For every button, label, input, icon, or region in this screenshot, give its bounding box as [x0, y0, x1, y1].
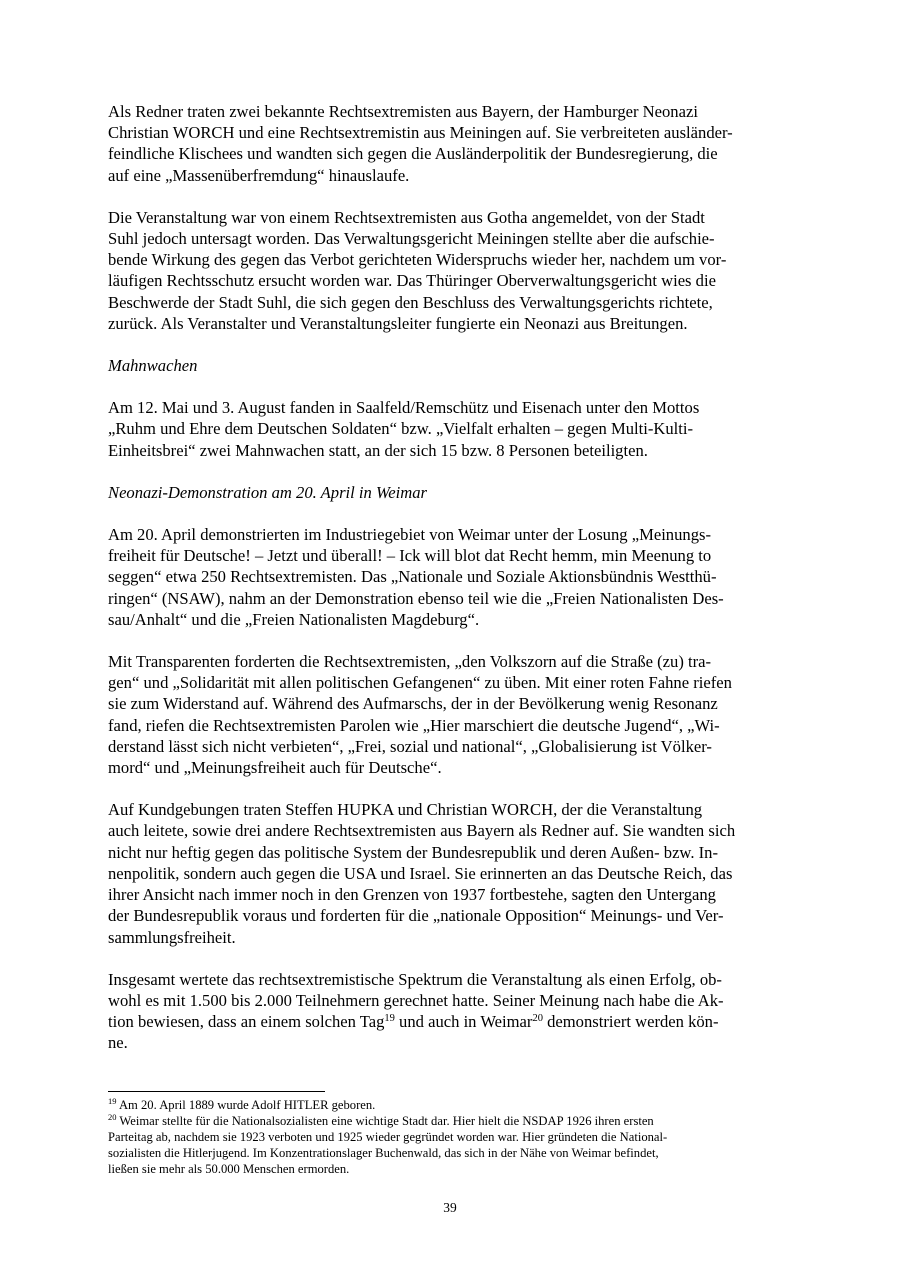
footnote-20: [108, 1113, 794, 1177]
footnote-ref-19[interactable]: 19: [384, 1013, 395, 1025]
footnote-text: Weimar stellte für die Nationalsozialisten eine wichtige Stadt dar. Hier hielt die NSDAP 1926 ihren ersten Parteitag ab, nachdem sie 1923 verboten und 1925 wieder gegründet worden war. Hier gründeten die National- sozialisten die Hitlerjugend. Im Konzentrationslager Buchenwald, das sich in der Nähe von Weimar befindet, ließen sie mehr als 50.000 Menschen ermorden.: [108, 1114, 668, 1176]
footnote-number: 20: [108, 1112, 117, 1122]
footnote-text: Am 20. April 1889 wurde Adolf HITLER geboren.: [116, 1098, 376, 1112]
footnote-separator: [108, 1091, 325, 1092]
paragraph-transparents: Mit Transparenten forderten die Rechtsextremisten, „den Volkszorn auf die Straße (zu) tra- gen“ und „Solidarität mit allen politischen Gefangenen“ zu üben. Mit einer roten Fahne riefen sie zum Widerstand auf. Während des Aufmarschs, der in der Bevölkerung wenig Resonanz fand, riefen die Rechtsextremisten Parolen wie „Hier marschiert die deutsche Jugend“, „Wi- derstand lässt sich nicht verbieten“, „Frei, sozial und national“, „Globalisierung ist Völker- mord“ und „Meinungsfreiheit auch für Deutsche“.: [108, 652, 732, 778]
footnote-number: 19: [108, 1096, 117, 1106]
paragraph-registration: Die Veranstaltung war von einem Rechtsextremisten aus Gotha angemeldet, von der Stadt Suhl jedoch untersagt worden. Das Verwaltungsgericht Meiningen stellte aber die aufschie- bende Wirkung des gegen das Verbot gerichteten Widerspruchs wieder her, nachdem um vor- läufigen Rechtsschutz ersucht worden war. Das Thüringer Oberverwaltungsgericht wies die Beschwerde der Stadt Suhl, die sich gegen den Beschluss des Verwaltungsgerichts richtete, zurück. Als Veranstalter und Veranstaltungsleiter fungierte ein Neonazi aus Breitungen.: [108, 207, 727, 333]
footnotes: [108, 1097, 794, 1177]
section-heading-weimar: Neonazi-Demonstration am 20. April in Weimar: [108, 482, 427, 502]
footnote-19: [108, 1097, 794, 1113]
assessment-text-b: und auch in Weimar: [394, 1012, 533, 1032]
page-number: 39: [443, 1200, 457, 1215]
paragraph-speakers: Als Redner traten zwei bekannte Rechtsextremisten aus Bayern, der Hamburger Neonazi Christian WORCH und eine Rechtsextremistin aus Meiningen auf. Sie verbreiteten ausländer- feindliche Klischees und wandten sich gegen die Ausländerpolitik der Bundesregierung, die auf eine „Massenüberfremdung“ hinauslaufe.: [108, 102, 733, 185]
assessment-text-a: Insgesamt wertete das rechtsextremistische Spektrum die Veranstaltung als einen Erfolg, ob- wohl es mit 1.500 bis 2.000 Teilnehmern gerechnet hatte. Seiner Meinung nach habe die Ak- tion bewiesen, dass an einem solchen Tag: [108, 969, 724, 1032]
assessment-text-c: demonstriert werden kön- ne.: [108, 1012, 719, 1053]
paragraph-assessment: [108, 969, 794, 1054]
paragraph-rallies: Auf Kundgebungen traten Steffen HUPKA und Christian WORCH, der die Veranstaltung auch leitete, sowie drei andere Rechtsextremisten aus Bayern als Redner auf. Sie wandten sich nicht nur heftig gegen das politische System der Bundesrepublik und deren Außen- bzw. In- nenpolitik, sondern auch gegen die USA und Israel. Sie erinnerten an das Deutsche Reich, das ihrer Ansicht nach immer noch in den Grenzen von 1937 fortbestehe, sagten den Untergang der Bundesrepublik voraus und forderten für die „nationale Opposition“ Meinungs- und Ver- sammlungsfreiheit.: [108, 800, 736, 947]
paragraph-weimar-demo: Am 20. April demonstrierten im Industriegebiet von Weimar unter der Losung „Meinungs- freiheit für Deutsche! – Jetzt und überall! – Ick will blot dat Recht hemm, min Meenung to seggen“ etwa 250 Rechtsextremisten. Das „Nationale und Soziale Aktionsbündnis Westthü- ringen“ (NSAW), nahm an der Demonstration ebenso teil wie die „Freien Nationalisten Des- sau/Anhalt“ und die „Freien Nationalisten Magdeburg“.: [108, 525, 724, 629]
page-body: [108, 101, 794, 1054]
footnote-ref-20[interactable]: 20: [532, 1013, 543, 1025]
section-heading-mahnwachen: Mahnwachen: [108, 356, 198, 376]
paragraph-mahnwachen: Am 12. Mai und 3. August fanden in Saalfeld/Remschütz und Eisenach unter den Mottos „Ruhm und Ehre dem Deutschen Soldaten“ bzw. „Vielfalt erhalten – gegen Multi-Kulti- Einheitsbrei“ zwei Mahnwachen statt, an der sich 15 bzw. 8 Personen beteiligten.: [108, 398, 700, 460]
